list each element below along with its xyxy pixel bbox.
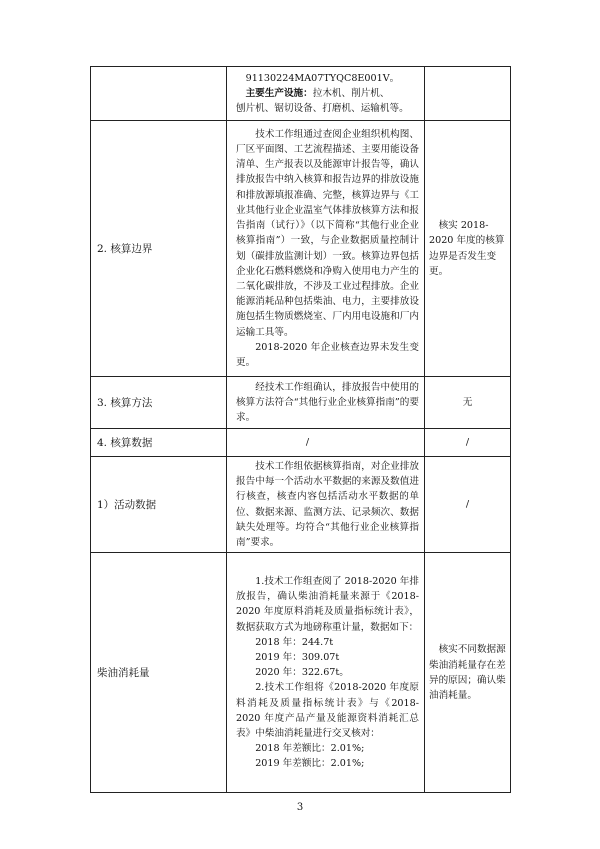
- boundary-remark: 核实 2018-2020 年度的核算边界是否发生变更。: [425, 121, 511, 377]
- table-row: [91, 121, 511, 377]
- facilities-label: 主要生产设施：: [245, 87, 313, 99]
- table-row: [91, 457, 511, 553]
- activity-content: 技术工作组依据核算指南，对企业排放报告中每一个活动水平数据的来源及数值进行核查，核查内容包括活动水平数据的单位、数据来源、监测方法、记录频次、数据缺失处理等。均符合“其他行业企业核算指南”要求。: [227, 457, 425, 553]
- activity-remark: /: [425, 457, 511, 553]
- row-label: 4. 核算数据: [91, 429, 227, 457]
- credit-code: 91130224MA07TYQC8E001V。: [245, 72, 400, 84]
- page-number: 3: [296, 802, 304, 813]
- boundary-paragraph: 技术工作组通过查阅企业组织机构图、厂区平面图、工艺流程描述、主要用能设备清单、生产报表以及能源审计报告等，确认排放报告中纳入核算和报告边界的排放设施和排放源填报准确、完整，核算边界与《工业其他行业企业温室气体排放核算方法和报告指南（试行）》（以下简称“其他行业企业核算指南”）一致，与企业数据质量控制计划（碳排放监测计划）一致。核算边界包括企业化石燃料燃烧和净购入使用电力产生的二氧化碳排放，不涉及工业过程排放。企业能源消耗品种包括柴油、电力，主要排放设施包括生物质燃烧室、厂内用电设施和厂内运输工具等。: [236, 128, 419, 338]
- data-remark: /: [425, 429, 511, 457]
- verification-table: [90, 66, 511, 793]
- facilities-text: 拉木机、削片机、: [312, 87, 390, 99]
- row-label: 3. 核算方法: [91, 377, 227, 429]
- boundary-conclusion: 2018-2020 年企业核查边界未发生变更。: [236, 341, 419, 368]
- row-label: 2. 核算边界: [91, 121, 227, 377]
- method-remark: 无: [425, 377, 511, 429]
- row-label-cell: [91, 67, 227, 121]
- diesel-remark: 核实不同数据源柴油消耗量存在差异的原因；确认柴油消耗量。: [425, 553, 511, 793]
- boundary-content: [227, 121, 425, 377]
- remark-cell: [425, 67, 511, 121]
- row-label: 柴油消耗量: [91, 553, 227, 793]
- diesel-content: 1.技术工作组查阅了 2018-2020 年排放报告，确认柴油消耗量来源于《2018-2020 年度原料消耗及质量指标统计表》，数据获取方式为地磅称重计量，数据如下： 2018 年：244.7t 2019 年：309.07t 2020 年：322.67t。 2.技术工作组将《2018-2020 年度原料消耗及质量指标统计表》与《2018-2020 年度产品产量及能源资料消耗汇总表》中柴油消耗量进行交叉核对： 2018 年差额比：2.01%; 2019 年差额比：2.01%;: [227, 553, 425, 793]
- row-label: 1）活动数据: [91, 457, 227, 553]
- method-content: 经技术工作组确认，排放报告中使用的核算方法符合“其他行业企业核算指南”的要求。: [227, 377, 425, 429]
- data-content: /: [227, 429, 425, 457]
- table-row: [91, 377, 511, 429]
- table-row: [91, 553, 511, 793]
- table-row: [91, 429, 511, 457]
- table-row: [91, 67, 511, 121]
- facilities-text-cont: 刨片机、锯切设备、打磨机、运输机等。: [236, 103, 409, 115]
- facility-cell: [227, 67, 425, 121]
